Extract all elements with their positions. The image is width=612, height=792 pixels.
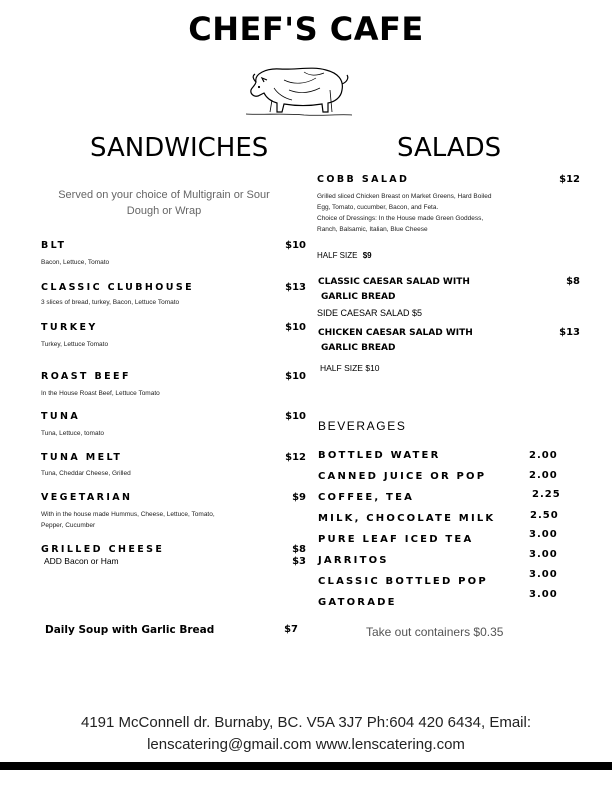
item-name-chicken-caesar: CHICKEN CAESAR SALAD WITH GARLIC BREAD	[318, 328, 473, 353]
bev-price-bottled-pop: 3.00	[529, 569, 558, 580]
bev-price-bottled-water: 2.00	[529, 450, 558, 461]
item-price-tuna-melt: $12	[285, 452, 306, 463]
bev-name-iced-tea: PURE LEAF ICED TEA	[318, 534, 474, 545]
item-price-chicken-caesar: $13	[559, 327, 580, 338]
item-name-tuna-melt: TUNA MELT	[41, 452, 123, 463]
bev-name-coffee-tea: COFFEE, TEA	[318, 492, 415, 503]
item-desc-tuna-melt: Tuna, Cheddar Cheese, Grilled	[41, 470, 131, 477]
item-name-soup: Daily Soup with Garlic Bread	[45, 624, 215, 636]
item-name-turkey: TURKEY	[41, 322, 98, 333]
item-price-soup: $7	[284, 624, 298, 635]
footer-bar	[0, 762, 612, 770]
bev-price-coffee-tea: 2.25	[532, 489, 561, 500]
bev-price-iced-tea: 3.00	[529, 529, 558, 540]
bev-price-canned-juice: 2.00	[529, 470, 558, 481]
item-desc-blt: Bacon, Lettuce, Tomato	[41, 259, 110, 266]
item-desc-vegetarian: With in the house made Hummus, Cheese, Lettuce, Tomato, Pepper, Cucumber	[41, 511, 215, 529]
item-desc-tuna: Tuna, Lettuce, tomato	[41, 430, 104, 437]
item-price-turkey: $10	[285, 322, 306, 333]
item-desc-roast-beef: In the House Roast Beef, Lettuce Tomato	[41, 390, 160, 397]
item-price-vegetarian: $9	[292, 492, 306, 503]
item-name-tuna: TUNA	[41, 411, 81, 422]
item-price-grilled-cheese: $8	[292, 544, 306, 555]
pig-illustration-icon	[244, 60, 354, 118]
salads-heading: SALADS	[397, 133, 502, 163]
bev-name-bottled-water: BOTTLED WATER	[318, 450, 441, 461]
item-price-classic-caesar: $8	[566, 276, 580, 287]
item-name-vegetarian: VEGETARIAN	[41, 492, 133, 503]
menu-title: CHEF'S CAFE	[188, 10, 424, 48]
bev-name-gatorade: GATORADE	[318, 597, 397, 608]
bev-price-milk: 2.50	[530, 510, 559, 521]
item-name-clubhouse: CLASSIC CLUBHOUSE	[41, 282, 194, 293]
item-desc-cobb-salad: Grilled sliced Chicken Breast on Market Greens, Hard Boiled Egg, Tomato, cucumber, Bacon, and Feta. Choice of Dressings: In the House made Green Goddess, Ranch, Balsamic, Italian, Blue Cheese	[317, 193, 492, 233]
item-addon-grilled-cheese: ADD Bacon or Ham	[44, 556, 119, 566]
item-name-classic-caesar: CLASSIC CAESAR SALAD WITH GARLIC BREAD	[318, 277, 470, 302]
item-price-blt: $10	[285, 240, 306, 251]
bev-name-canned-juice: CANNED JUICE OR POP	[318, 471, 487, 482]
item-name-roast-beef: ROAST BEEF	[41, 371, 131, 382]
item-desc-clubhouse: 3 slices of bread, turkey, Bacon, Lettuce Tomato	[41, 299, 180, 306]
item-price-roast-beef: $10	[285, 371, 306, 382]
item-price-cobb-salad: $12	[559, 174, 580, 185]
footer-contact: 4191 McConnell dr. Burnaby, BC. V5A 3J7 Ph:604 420 6434, Email: lenscatering@gmail.com www.lenscatering.com	[81, 714, 531, 753]
item-price-clubhouse: $13	[285, 282, 306, 293]
side-caesar: SIDE CAESAR SALAD $5	[317, 308, 423, 318]
item-desc-turkey: Turkey, Lettuce Tomato	[41, 341, 109, 348]
bev-price-gatorade: 3.00	[529, 589, 558, 600]
bev-name-jarritos: JARRITOS	[318, 555, 389, 566]
bev-name-bottled-pop: CLASSIC BOTTLED POP	[318, 576, 488, 587]
sandwiches-subtitle: Served on your choice of Multigrain or Sour Dough or Wrap	[58, 189, 270, 217]
item-price-tuna: $10	[285, 411, 306, 422]
item-name-cobb-salad: COBB SALAD	[317, 174, 410, 185]
cobb-half-size: HALF SIZE $9	[317, 251, 372, 260]
item-name-grilled-cheese: GRILLED CHEESE	[41, 544, 165, 555]
item-addon-price-grilled-cheese: $3	[292, 556, 306, 567]
takeout-note: Take out containers $0.35	[366, 625, 504, 639]
bev-price-jarritos: 3.00	[529, 549, 558, 560]
sandwiches-heading: SANDWICHES	[90, 133, 269, 163]
bev-name-milk: MILK, CHOCOLATE MILK	[318, 513, 496, 524]
chicken-caesar-half-size: HALF SIZE $10	[320, 363, 380, 373]
beverages-heading: BEVERAGES	[318, 419, 407, 433]
item-name-blt: BLT	[41, 240, 67, 251]
